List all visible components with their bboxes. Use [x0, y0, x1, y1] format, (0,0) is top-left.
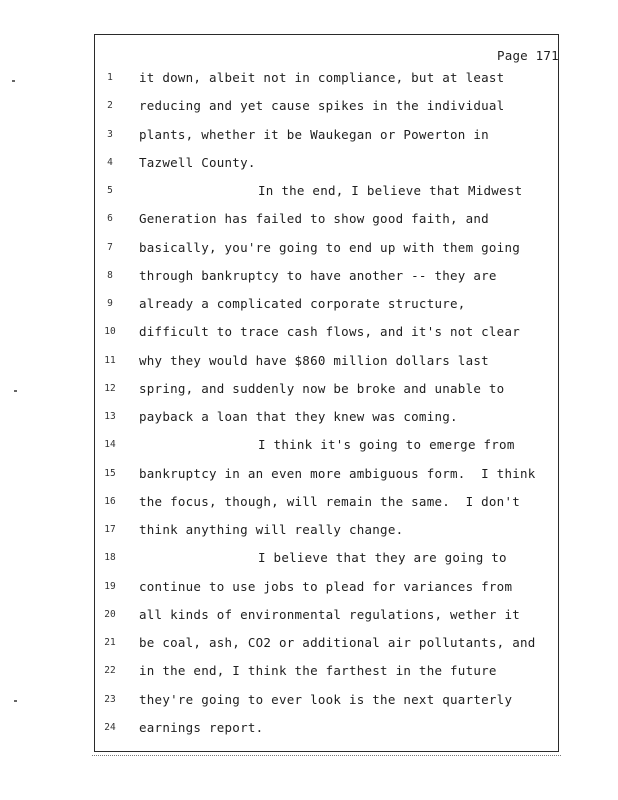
transcript-line: payback a loan that they knew was coming. [139, 409, 458, 424]
line-number: 6 [107, 213, 113, 225]
line-number: 13 [104, 411, 116, 422]
line-number: 4 [107, 156, 113, 168]
line-number: 18 [104, 552, 116, 564]
transcript-line: all kinds of environmental regulations, wether it [139, 606, 521, 622]
transcript-line: reducing and yet cause spikes in the individual [139, 98, 505, 114]
line-number: 12 [104, 382, 116, 394]
line-number: 14 [104, 439, 116, 451]
transcript-line: difficult to trace cash flows, and it's not clear [139, 324, 521, 340]
transcript-line: Generation has failed to show good faith, and [139, 211, 489, 227]
line-number: 16 [104, 495, 116, 507]
transcript-line: the focus, though, will remain the same. I don't [139, 493, 521, 509]
transcript-line: In the end, I believe that Midwest [258, 183, 523, 198]
line-number: 20 [104, 608, 116, 620]
transcript-line: in the end, I think the farthest in the future [139, 663, 497, 679]
line-number: 7 [107, 241, 113, 253]
line-number: 8 [107, 269, 113, 281]
line-number: 9 [107, 298, 113, 309]
scan-speck [12, 80, 15, 82]
transcript-line: plants, whether it be Waukegan or Powerton in [139, 126, 489, 142]
transcript-line: I think it's going to emerge from [258, 437, 515, 453]
transcript-line: it down, albeit not in compliance, but at least [139, 70, 505, 85]
line-number: 22 [104, 665, 116, 677]
line-number: 5 [107, 185, 113, 196]
transcript-line: I believe that they are going to [258, 550, 507, 566]
transcript-line: be coal, ash, CO2 or additional air pollutants, and [139, 635, 536, 650]
page-number: Page 171 [497, 48, 559, 63]
line-number: 15 [104, 467, 116, 479]
transcript-line: spring, and suddenly now be broke and unable to [139, 380, 505, 396]
line-number: 2 [107, 100, 113, 112]
line-number: 21 [104, 637, 116, 648]
line-number: 23 [104, 693, 116, 705]
transcript-line: basically, you're going to end up with them going [139, 239, 521, 255]
line-number: 24 [104, 721, 116, 733]
transcript-line: through bankruptcy to have another -- they are [139, 267, 497, 283]
line-number: 17 [104, 524, 116, 535]
transcript-line: bankruptcy in an even more ambiguous form. I think [139, 465, 536, 481]
line-number: 10 [104, 326, 116, 338]
line-number: 1 [107, 72, 113, 83]
transcript-line: Tazwell County. [139, 154, 256, 170]
scan-speck [14, 390, 17, 392]
transcript-line: they're going to ever look is the next quarterly [139, 691, 513, 707]
line-number: 3 [107, 128, 113, 140]
line-number: 11 [104, 354, 116, 366]
scan-speck [14, 700, 17, 702]
transcript-line: earnings report. [139, 719, 264, 735]
transcript-line: already a complicated corporate structure, [139, 296, 466, 311]
transcript-line: why they would have $860 million dollars last [139, 352, 489, 368]
transcript-line: continue to use jobs to plead for variances from [139, 578, 513, 594]
bottom-rule [92, 755, 561, 756]
transcript-line: think anything will really change. [139, 522, 404, 537]
line-number: 19 [104, 580, 116, 592]
